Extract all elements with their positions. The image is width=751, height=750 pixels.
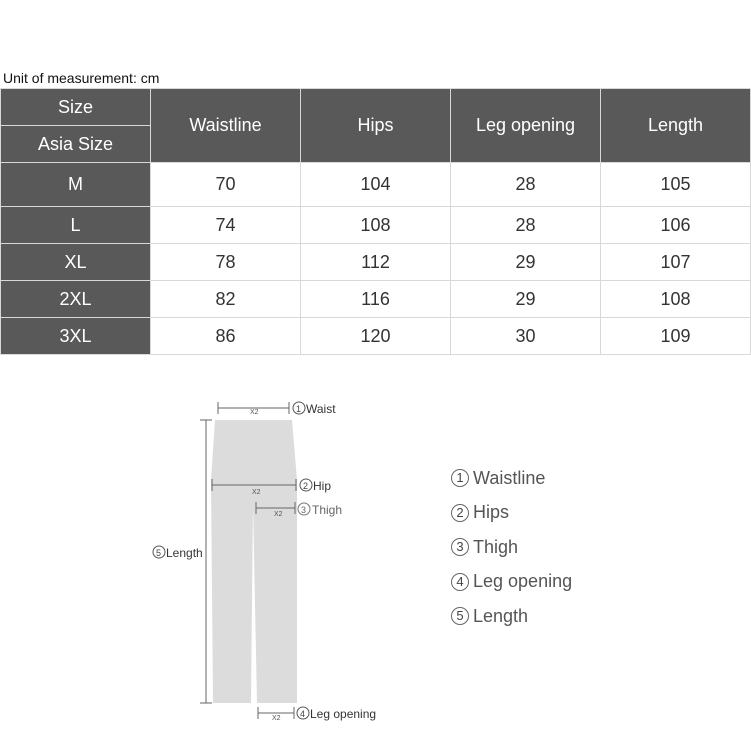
header-waistline: Waistline [151, 89, 301, 163]
length-cell: 108 [601, 281, 751, 318]
unit-note: Unit of measurement: cm [3, 70, 160, 86]
legend-label: Waistline [473, 467, 546, 488]
legend-label: Length [473, 605, 529, 626]
table-row [1, 163, 751, 207]
length-cell: 105 [601, 163, 751, 207]
legend-item-length [451, 599, 572, 634]
measurement-legend [451, 461, 572, 634]
legend-number: 3 [451, 538, 469, 556]
header-hips: Hips [301, 89, 451, 163]
size-cell: L [1, 207, 151, 244]
length-cell: 107 [601, 244, 751, 281]
leg-opening-label: Leg opening [310, 707, 377, 721]
waistline-cell: 82 [151, 281, 301, 318]
header-size: Size [1, 89, 151, 126]
legend-label: Hips [473, 502, 510, 523]
leg-opening-number: 4 [300, 709, 306, 719]
legend-item-waistline [451, 461, 572, 496]
size-cell: 3XL [1, 318, 151, 355]
waistline-cell: 78 [151, 244, 301, 281]
thigh-x2: X2 [274, 511, 283, 518]
waist-label: Waist [306, 402, 336, 416]
waistline-cell: 70 [151, 163, 301, 207]
legend-item-thigh [451, 530, 572, 565]
size-chart-table [0, 88, 751, 355]
waist-number: 1 [296, 404, 302, 414]
length-label: Length [166, 546, 203, 560]
legend-item-leg-opening [451, 565, 572, 600]
legend-number: 4 [451, 573, 469, 591]
size-cell: M [1, 163, 151, 207]
table-row [1, 318, 751, 355]
leg-opening-cell: 29 [451, 244, 601, 281]
leg-opening-cell: 28 [451, 207, 601, 244]
length-measure [200, 420, 212, 703]
pants-silhouette [211, 420, 297, 703]
header-leg-opening: Leg opening [451, 89, 601, 163]
thigh-number: 3 [301, 505, 307, 515]
length-number: 5 [156, 548, 162, 558]
size-cell: 2XL [1, 281, 151, 318]
waistline-cell: 74 [151, 207, 301, 244]
hips-cell: 104 [301, 163, 451, 207]
legend-number: 5 [451, 607, 469, 625]
hips-cell: 112 [301, 244, 451, 281]
thigh-label: Thigh [312, 503, 343, 517]
hip-number: 2 [303, 481, 309, 491]
legend-label: Leg opening [473, 571, 573, 592]
header-asia-size: Asia Size [1, 126, 151, 163]
leg-opening-cell: 30 [451, 318, 601, 355]
hip-label: Hip [313, 479, 332, 493]
hips-cell: 116 [301, 281, 451, 318]
legend-number: 1 [451, 469, 469, 487]
table-row [1, 244, 751, 281]
length-cell: 109 [601, 318, 751, 355]
table-row [1, 281, 751, 318]
pants-measurement-diagram [0, 360, 751, 750]
hip-x2: X2 [252, 489, 261, 496]
waist-x2: X2 [250, 409, 259, 416]
legend-label: Thigh [473, 536, 519, 557]
legend-number: 2 [451, 504, 469, 522]
header-length: Length [601, 89, 751, 163]
legend-item-hips [451, 496, 572, 531]
hips-cell: 120 [301, 318, 451, 355]
waistline-cell: 86 [151, 318, 301, 355]
leg-opening-cell: 28 [451, 163, 601, 207]
leg-opening-cell: 29 [451, 281, 601, 318]
size-cell: XL [1, 244, 151, 281]
hips-cell: 108 [301, 207, 451, 244]
length-cell: 106 [601, 207, 751, 244]
table-row [1, 207, 751, 244]
leg-opening-x2: X2 [272, 715, 281, 722]
